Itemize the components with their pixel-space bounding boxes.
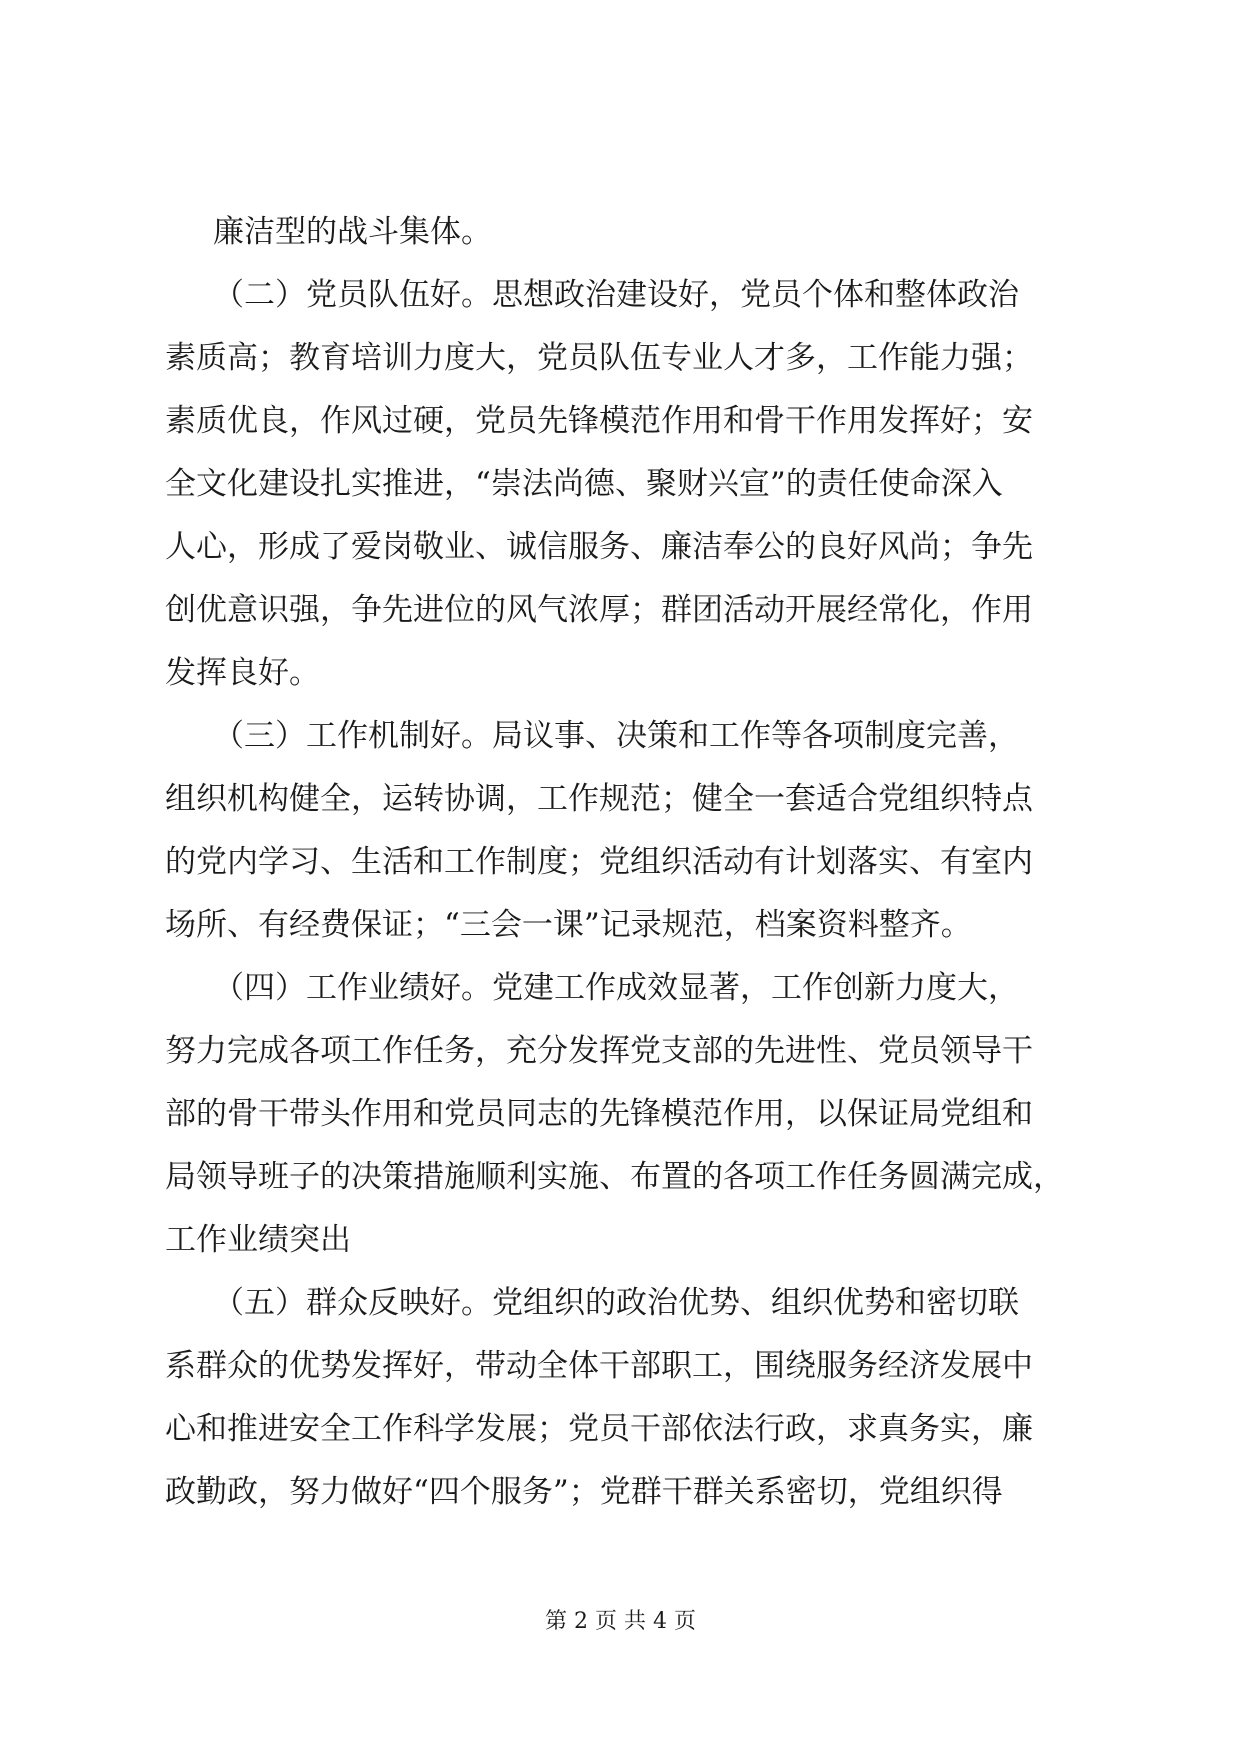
text-line: 场所、有经费保证；“三会一课”记录规范，档案资料整齐。 [165, 907, 972, 943]
text-line: 廉洁型的战斗集体。 [213, 214, 492, 250]
text-line: 创优意识强，争先进位的风气浓厚；群团活动开展经常化，作用 [165, 592, 1033, 628]
text-line: 局领导班子的决策措施顺利实施、布置的各项工作任务圆满完成， [165, 1159, 1064, 1195]
text-line: （三）工作机制好。局议事、决策和工作等各项制度完善， [213, 718, 1019, 754]
text-line: 努力完成各项工作任务，充分发挥党支部的先进性、党员领导干 [165, 1033, 1033, 1069]
text-line: 工作业绩突出 [165, 1222, 351, 1258]
text-line: 政勤政，努力做好“四个服务”；党群干群关系密切，党组织得 [165, 1474, 1003, 1510]
text-line: 部的骨干带头作用和党员同志的先锋模范作用，以保证局党组和 [165, 1096, 1033, 1132]
text-line: 系群众的优势发挥好，带动全体干部职工，围绕服务经济发展中 [165, 1348, 1033, 1384]
text-line: 全文化建设扎实推进，“崇法尚德、聚财兴宣”的责任使命深入 [165, 466, 1003, 502]
text-line: 发挥良好。 [165, 655, 320, 691]
text-line: （四）工作业绩好。党建工作成效显著，工作创新力度大， [213, 970, 1019, 1006]
text-line: （二）党员队伍好。思想政治建设好，党员个体和整体政治 [213, 277, 1019, 313]
text-line: 人心，形成了爱岗敬业、诚信服务、廉洁奉公的良好风尚；争先 [165, 529, 1033, 565]
page-number-footer: 第 2 页 共 4 页 [545, 1609, 696, 1634]
text-line: （五）群众反映好。党组织的政治优势、组织优势和密切联 [213, 1285, 1019, 1321]
text-line: 心和推进安全工作科学发展；党员干部依法行政，求真务实，廉 [165, 1411, 1033, 1447]
text-line: 素质优良，作风过硬，党员先锋模范作用和骨干作用发挥好；安 [165, 403, 1033, 439]
text-line: 的党内学习、生活和工作制度；党组织活动有计划落实、有室内 [165, 844, 1033, 880]
text-line: 素质高；教育培训力度大，党员队伍专业人才多，工作能力强； [165, 340, 1033, 376]
text-line: 组织机构健全，运转协调，工作规范；健全一套适合党组织特点 [165, 781, 1033, 817]
